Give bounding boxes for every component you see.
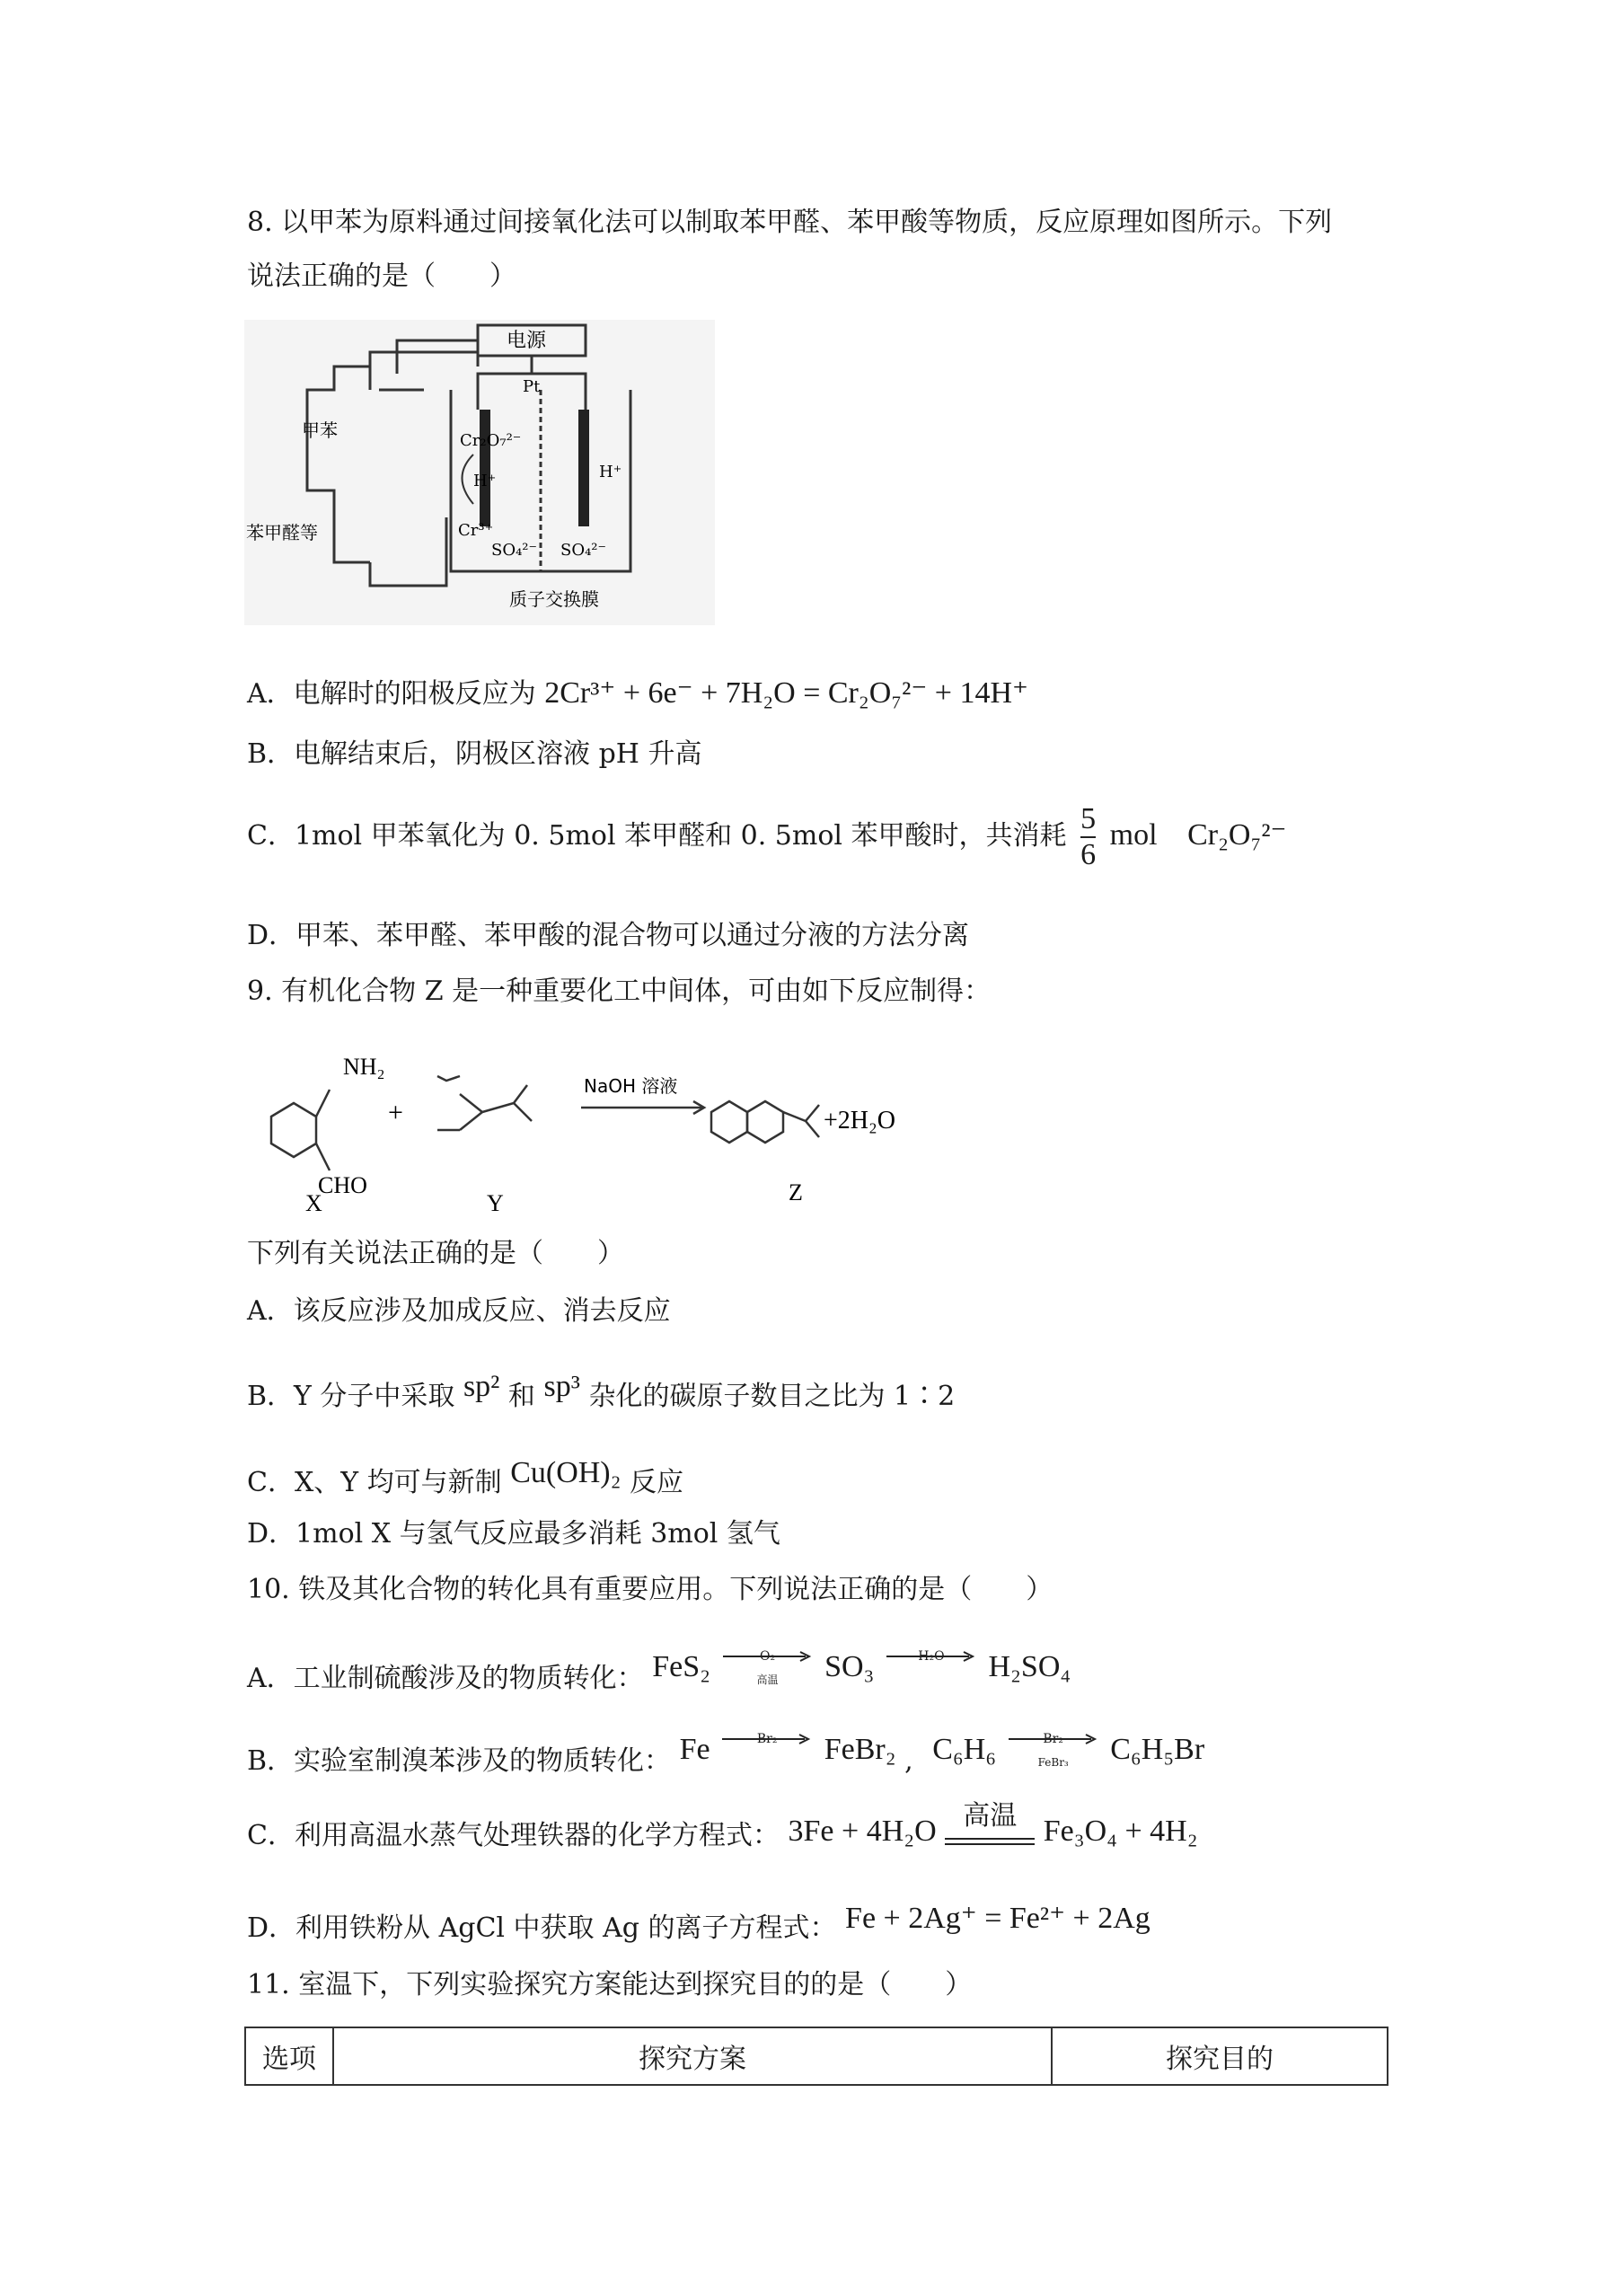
- electrolysis-figure: [244, 320, 715, 625]
- q8-option-a-text: A．电解时的阳极反应为: [247, 678, 536, 710]
- power-label: 电源: [507, 330, 547, 352]
- q10b-c6h5br: C₆H₅Br: [1110, 1733, 1205, 1766]
- q8-option-a: [247, 676, 1028, 712]
- q8-option-c-ion: Cr₂O₇²⁻: [1187, 818, 1287, 852]
- q10b-febr2: FeBr₂: [824, 1733, 896, 1766]
- label-y: Y: [487, 1190, 504, 1216]
- q11-stem: 11. 室温下，下列实验探究方案能达到探究目的的是（ ）: [247, 1969, 973, 2000]
- reaction-scheme-figure: [244, 1031, 990, 1220]
- high-temp-label: 高温: [963, 1800, 1018, 1832]
- q9-option-b-pre: B．Y 分子中采取: [247, 1381, 455, 1412]
- h-plus-right-label: H⁺: [599, 463, 622, 481]
- q9-option-b-and: 和: [507, 1381, 535, 1412]
- q8-option-c-text: C．1mol 甲苯氧化为 0. 5mol 苯甲醛和 0. 5mol 苯甲酸时，共消耗: [247, 820, 1067, 852]
- label-z: Z: [789, 1179, 803, 1205]
- q10-option-b-text: B．实验室制溴苯涉及的物质转化：: [247, 1745, 672, 1777]
- label-x: X: [305, 1190, 322, 1216]
- q10-option-b: [247, 1723, 1204, 1779]
- q9-option-b-post: 杂化的碳原子数目之比为 1∶2: [588, 1381, 956, 1412]
- q10a-arrow-2: [886, 1640, 976, 1676]
- q8-stem-line2: 说法正确的是（ ）: [247, 261, 516, 292]
- q10b-arrow-1: [722, 1723, 812, 1759]
- table-header-purpose: 探究目的: [1052, 2027, 1388, 2085]
- q10c-right: Fe₃O₄ + 4H₂: [1043, 1815, 1198, 1848]
- q9-option-c-post: 反应: [630, 1467, 684, 1498]
- q10-option-c: [247, 1800, 1198, 1854]
- q10-stem: 10. 铁及其化合物的转化具有重要应用。下列说法正确的是（ ）: [247, 1574, 1053, 1605]
- so4-left-label: SO₄²⁻: [491, 541, 538, 560]
- nh2-label: NH₂: [343, 1054, 385, 1080]
- q9-sp2: sp²: [463, 1370, 500, 1403]
- q8-option-c-unit: mol: [1109, 818, 1158, 852]
- q10d-equation: Fe + 2Ag⁺ = Fe²⁺ + 2Ag: [845, 1902, 1150, 1935]
- plus-sign: +: [388, 1098, 403, 1127]
- membrane-label: 质子交换膜: [509, 588, 599, 610]
- q10-option-a-text: A．工业制硫酸涉及的物质转化：: [247, 1663, 644, 1694]
- q11-table: [244, 2027, 1388, 2086]
- h-plus-left-label: H⁺: [473, 472, 497, 490]
- q8-option-a-equation: 2Cr³⁺ + 6e⁻ + 7H₂O = Cr₂O₇²⁻ + 14H⁺: [544, 676, 1028, 710]
- q9-stem: 9. 有机化合物 Z 是一种重要化工中间体，可由如下反应制得：: [247, 976, 992, 1007]
- q8-option-c: [247, 799, 1286, 872]
- q9-option-b: [247, 1369, 955, 1415]
- q10a-so3: SO₃: [824, 1650, 875, 1683]
- so4-right-label: SO₄²⁻: [560, 541, 607, 560]
- q10b-c6h6: C₆H₆: [932, 1733, 997, 1766]
- q9-sp3: sp³: [543, 1370, 580, 1403]
- q10b-fe: Fe: [679, 1733, 710, 1766]
- arrow-condition-bottom: 高温: [756, 1673, 779, 1686]
- table-header-row: [245, 2027, 1388, 2085]
- table-header-option: 选项: [245, 2027, 333, 2085]
- arrow-condition-bottom: FeBr₃: [1037, 1756, 1069, 1769]
- q10a-arrow-1: [723, 1640, 813, 1686]
- q8-stem-line1: 8. 以甲苯为原料通过间接氧化法可以制取苯甲醛、苯甲酸等物质，反应原理如图所示。下列: [247, 207, 1333, 238]
- q10c-equals-high-temp: [945, 1800, 1035, 1854]
- q9-option-d: D．1mol X 与氢气反应最多消耗 3mol 氢气: [247, 1518, 780, 1550]
- q9-option-c-pre: C．X、Y 均可与新制: [247, 1467, 502, 1498]
- arrow-condition-top: Br₂: [756, 1732, 778, 1746]
- toluene-label: 甲苯: [302, 419, 338, 441]
- double-line: [945, 1838, 1035, 1845]
- q10c-left: 3Fe + 4H₂O: [788, 1815, 937, 1848]
- q9-option-c: [247, 1455, 683, 1501]
- q9-option-a: A．该反应涉及加成反应、消去反应: [247, 1295, 671, 1327]
- q10-option-d-text: D．利用铁粉从 AgCl 中获取 Ag 的离子方程式：: [247, 1912, 837, 1944]
- q8-option-c-fraction: [1080, 802, 1096, 872]
- table-header-scheme: 探究方案: [333, 2027, 1052, 2085]
- q10-option-c-text: C．利用高温水蒸气处理铁器的化学方程式：: [247, 1820, 780, 1851]
- arrow-condition-top: Br₂: [1043, 1732, 1063, 1746]
- q10-option-d: [247, 1901, 1150, 1947]
- product-water-label: +2H₂O: [824, 1107, 895, 1135]
- pt-label: Pt: [523, 377, 541, 396]
- arrow-condition-top: H₂O: [918, 1649, 945, 1664]
- fraction-denominator: 6: [1080, 838, 1097, 871]
- benzaldehyde-label: 苯甲醛等: [246, 522, 318, 543]
- naoh-condition-label: NaOH 溶液: [584, 1075, 678, 1097]
- cho-label: CHO: [318, 1172, 367, 1198]
- cr3-label: Cr³⁺: [458, 521, 494, 540]
- q9-question: 下列有关说法正确的是（ ）: [247, 1238, 624, 1269]
- fraction-numerator: 5: [1080, 802, 1096, 838]
- q10a-h2so4: H₂SO₄: [988, 1650, 1071, 1683]
- q9-cu-oh2: Cu(OH)₂: [510, 1456, 621, 1489]
- q10a-fes2: FeS₂: [652, 1650, 710, 1683]
- arrow-condition-top: O₂: [759, 1649, 776, 1664]
- cr2o7-label: Cr₂O₇²⁻: [460, 431, 522, 450]
- q10b-arrow-2: [1009, 1723, 1098, 1769]
- q10b-separator: ,: [904, 1745, 913, 1777]
- q8-option-d: D．甲苯、苯甲醛、苯甲酸的混合物可以通过分液的方法分离: [247, 920, 970, 951]
- q10-option-a: [247, 1640, 1071, 1697]
- q8-option-b: B．电解结束后，阴极区溶液 pH 升高: [247, 738, 702, 770]
